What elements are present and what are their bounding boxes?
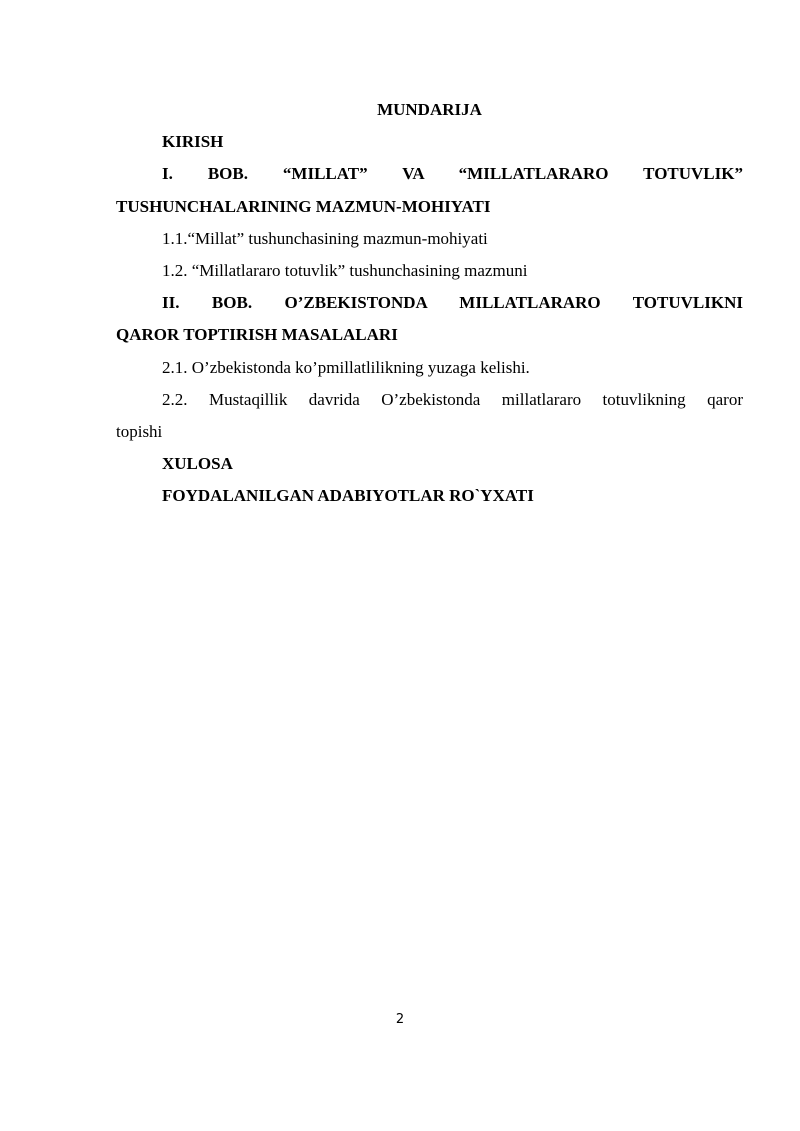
toc-entry-introduction: KIRISH: [162, 132, 224, 152]
toc-entry-section-2-2-line-1: 2.2. Mustaqillik davrida O’zbekistonda millatlararo totuvlikning qaror: [162, 389, 743, 409]
toc-entry-conclusion: XULOSA: [162, 454, 233, 474]
toc-entry-chapter-2-line-1: II. BOB. O’ZBEKISTONDA MILLATLARARO TOTUVLIKNI: [162, 293, 743, 313]
toc-entry-section-1-1: 1.1.“Millat” tushunchasining mazmun-mohiyati: [162, 228, 488, 248]
toc-entry-section-2-2-line-2: topishi: [116, 422, 163, 442]
toc-entry-section-2-1: 2.1. O’zbekistonda ko’pmillatlilikning yuzaga kelishi.: [162, 357, 530, 377]
toc-title: MUNDARIJA: [377, 100, 482, 119]
toc-entry-chapter-1-line-2: TUSHUNCHALARINING MAZMUN-MOHIYATI: [116, 196, 491, 216]
page-number: 2: [395, 1012, 405, 1027]
toc-entry-section-1-2: 1.2. “Millatlararo totuvlik” tushunchasining mazmuni: [162, 261, 528, 281]
table-of-contents: [116, 94, 743, 513]
toc-entry-chapter-1-line-1: I. BOB. “MILLAT” VA “MILLATLARARO TOTUVLIK”: [162, 164, 743, 184]
toc-entry-chapter-2-line-2: QAROR TOPTIRISH MASALALARI: [116, 325, 398, 345]
toc-entry-bibliography: FOYDALANILGAN ADABIYOTLAR RO`YXATI: [162, 486, 534, 506]
